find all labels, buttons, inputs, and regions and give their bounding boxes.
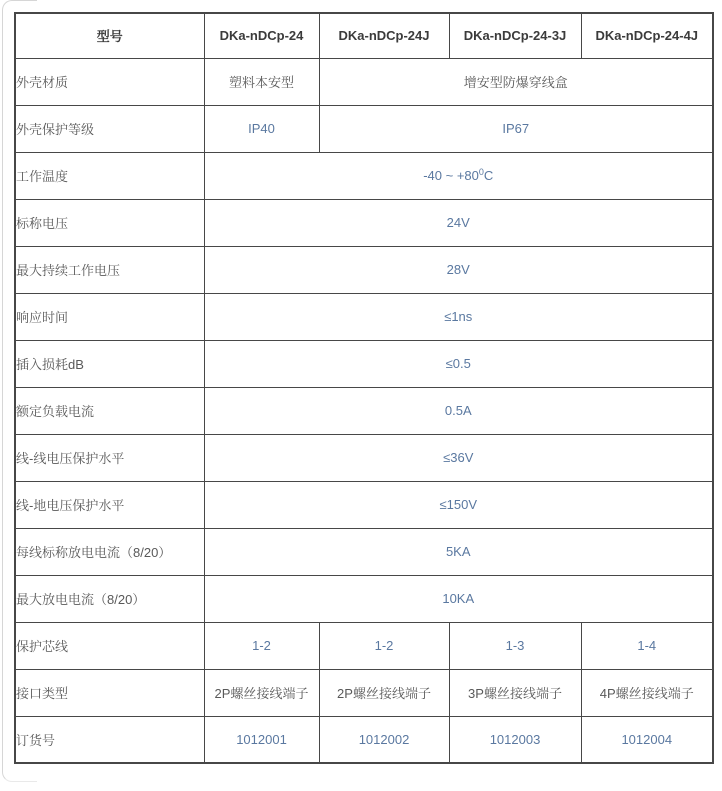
row-rated-load-current (15, 387, 713, 434)
cell-insertion-loss: ≤0.5 (204, 340, 713, 387)
row-label: 线-地电压保护水平 (15, 481, 204, 528)
cell-order-number-3: 1012003 (449, 716, 581, 763)
cell-protected-cores-3: 1-3 (449, 622, 581, 669)
header-model-label: 型号 (15, 13, 204, 58)
cell-protected-cores-4: 1-4 (581, 622, 713, 669)
cell-interface-type-4: 4P螺丝接线端子 (581, 669, 713, 716)
header-row (15, 13, 713, 58)
row-label: 订货号 (15, 716, 204, 763)
header-model-3: DKa-nDCp-24-3J (449, 13, 581, 58)
temperature-range: -40 ~ +80 (423, 168, 479, 183)
header-model-4: DKa-nDCp-24-4J (581, 13, 713, 58)
row-interface-type (15, 669, 713, 716)
row-label: 外壳保护等级 (15, 105, 204, 152)
row-max-discharge-current (15, 575, 713, 622)
row-response-time (15, 293, 713, 340)
cell-interface-type-3: 3P螺丝接线端子 (449, 669, 581, 716)
cell-order-number-2: 1012002 (319, 716, 449, 763)
cell-nominal-discharge-current: 5KA (204, 528, 713, 575)
cell-max-discharge-current: 10KA (204, 575, 713, 622)
row-label: 标称电压 (15, 199, 204, 246)
row-nominal-discharge-current (15, 528, 713, 575)
temperature-superscript: 0 (478, 167, 484, 177)
cell-enclosure-material-rest: 增安型防爆穿线盒 (319, 58, 713, 105)
cell-line-ground-protection-level: ≤150V (204, 481, 713, 528)
row-max-continuous-voltage (15, 246, 713, 293)
row-line-line-protection-level (15, 434, 713, 481)
row-nominal-voltage (15, 199, 713, 246)
row-protected-cores (15, 622, 713, 669)
cell-enclosure-protection-1: IP40 (204, 105, 319, 152)
row-label: 每线标称放电电流（8/20） (15, 528, 204, 575)
row-label: 工作温度 (15, 152, 204, 199)
cell-protected-cores-1: 1-2 (204, 622, 319, 669)
cell-line-line-protection-level: ≤36V (204, 434, 713, 481)
cell-working-temperature (204, 152, 713, 199)
cell-enclosure-material-1: 塑料本安型 (204, 58, 319, 105)
cell-interface-type-1: 2P螺丝接线端子 (204, 669, 319, 716)
spec-table (14, 12, 714, 764)
row-label: 最大放电电流（8/20） (15, 575, 204, 622)
cell-order-number-4: 1012004 (581, 716, 713, 763)
row-insertion-loss (15, 340, 713, 387)
row-label: 插入损耗dB (15, 340, 204, 387)
cell-protected-cores-2: 1-2 (319, 622, 449, 669)
row-label: 额定负载电流 (15, 387, 204, 434)
row-line-ground-protection-level (15, 481, 713, 528)
row-label: 响应时间 (15, 293, 204, 340)
cell-response-time: ≤1ns (204, 293, 713, 340)
temperature-unit: C (483, 168, 494, 183)
cell-max-continuous-voltage: 28V (204, 246, 713, 293)
row-label: 线-线电压保护水平 (15, 434, 204, 481)
cell-nominal-voltage: 24V (204, 199, 713, 246)
header-model-1: DKa-nDCp-24 (204, 13, 319, 58)
cell-interface-type-2: 2P螺丝接线端子 (319, 669, 449, 716)
cell-order-number-1: 1012001 (204, 716, 319, 763)
row-order-number (15, 716, 713, 763)
row-label: 最大持续工作电压 (15, 246, 204, 293)
row-working-temperature (15, 152, 713, 199)
cell-rated-load-current: 0.5A (204, 387, 713, 434)
row-label: 外壳材质 (15, 58, 204, 105)
row-enclosure-protection (15, 105, 713, 152)
row-label: 接口类型 (15, 669, 204, 716)
row-label: 保护芯线 (15, 622, 204, 669)
row-enclosure-material (15, 58, 713, 105)
cell-enclosure-protection-rest: IP67 (319, 105, 713, 152)
header-model-2: DKa-nDCp-24J (319, 13, 449, 58)
